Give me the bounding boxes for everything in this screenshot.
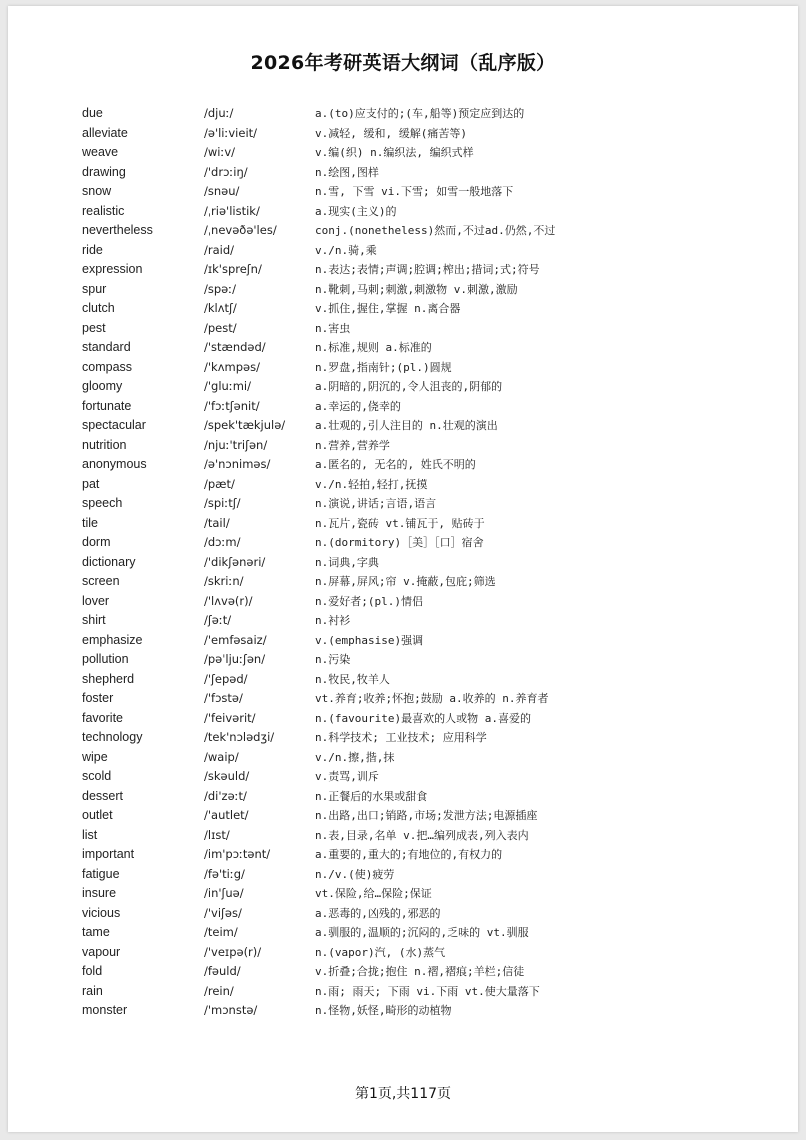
vocabulary-definition: n.靴刺,马刺;刺激,刺激物 v.刺激,激励 (315, 282, 518, 296)
vocabulary-definition: n.科学技术; 工业技术; 应用科学 (315, 731, 487, 744)
vocabulary-phonetic: /'fɔstə/ (204, 691, 243, 705)
vocabulary-word: dictionary (82, 554, 136, 569)
vocabulary-definition: v.(emphasise)强调 (315, 633, 424, 647)
vocabulary-phonetic: /ə'nɔniməs/ (204, 457, 271, 471)
vocabulary-word: speech (82, 496, 123, 510)
vocabulary-word: vicious (82, 905, 121, 920)
vocabulary-word: compass (82, 359, 133, 374)
vocabulary-phonetic: /fəuld/ (204, 964, 241, 978)
vocabulary-word: standard (82, 340, 131, 354)
vocabulary-row (82, 202, 782, 222)
vocabulary-definition: n.绘图,图样 (315, 165, 379, 179)
vocabulary-row (82, 904, 782, 924)
vocabulary-row (82, 572, 782, 592)
vocabulary-row (82, 299, 782, 319)
vocabulary-definition: n.雪, 下雪 vi.下雪; 如雪一般地落下 (315, 185, 514, 198)
vocabulary-row (82, 553, 782, 573)
vocabulary-word: weave (82, 145, 119, 159)
vocabulary-word: technology (82, 730, 143, 744)
vocabulary-word: wipe (82, 749, 108, 764)
vocabulary-row (82, 260, 782, 280)
vocabulary-phonetic: /ɪk'spreʃn/ (204, 262, 262, 276)
vocabulary-phonetic: /teim/ (204, 925, 238, 939)
vocabulary-word: screen (82, 574, 120, 588)
vocabulary-phonetic: /spəː/ (204, 281, 236, 296)
vocabulary-phonetic: /spek'tækjulə/ (204, 418, 286, 432)
vocabulary-definition: a.现实(主义)的 (315, 204, 397, 218)
vocabulary-definition: a.(to)应支付的;(车,船等)预定应到达的 (315, 107, 525, 120)
vocabulary-phonetic: /'fɔːtʃənit/ (204, 398, 260, 413)
vocabulary-definition: n.罗盘,指南针;(pl.)圆规 (315, 360, 452, 374)
vocabulary-word: tile (82, 515, 98, 530)
vocabulary-definition: v./n.擦,揩,抹 (315, 750, 395, 764)
vocabulary-definition: v.折叠;合拢;抱住 n.褶,褶痕;羊栏;信徒 (315, 965, 525, 978)
vocabulary-definition: n.雨; 雨天; 下雨 vi.下雨 vt.使大量落下 (315, 984, 540, 998)
vocabulary-phonetic: /im'pɔːtənt/ (204, 847, 271, 861)
vocabulary-definition: a.恶毒的,凶残的,邪恶的 (315, 906, 441, 920)
vocabulary-definition: n.(favourite)最喜欢的人或物 a.喜爱的 (315, 711, 531, 725)
vocabulary-row (82, 280, 782, 300)
vocabulary-definition: n.演说,讲话;言语,语言 (315, 497, 437, 510)
vocabulary-word: gloomy (82, 379, 123, 393)
vocabulary-word: scold (82, 769, 112, 783)
vocabulary-word: dorm (82, 535, 111, 549)
vocabulary-word: emphasize (82, 632, 143, 647)
vocabulary-word: pollution (82, 652, 129, 666)
vocabulary-phonetic: /klʌtʃ/ (204, 301, 237, 315)
vocabulary-phonetic: /skəuld/ (204, 769, 250, 783)
vocabulary-definition: a.匿名的, 无名的, 姓氏不明的 (315, 458, 476, 471)
vocabulary-row (82, 436, 782, 456)
vocabulary-phonetic: /ə'liːvieit/ (204, 125, 258, 140)
vocabulary-phonetic: /di'zəːt/ (204, 788, 247, 803)
vocabulary-word: spur (82, 281, 107, 296)
vocabulary-row (82, 650, 782, 670)
vocabulary-row (82, 533, 782, 553)
vocabulary-definition: n.词典,字典 (315, 555, 379, 569)
vocabulary-word: spectacular (82, 418, 146, 432)
vocabulary-row (82, 826, 782, 846)
vocabulary-word: expression (82, 262, 143, 276)
vocabulary-word: due (82, 106, 103, 120)
vocabulary-word: rain (82, 983, 103, 998)
vocabulary-phonetic: /'ʃepəd/ (204, 671, 248, 686)
vocabulary-row (82, 358, 782, 378)
vocabulary-row (82, 748, 782, 768)
vocabulary-definition: n.表,目录,名单 v.把…编列成表,列入表内 (315, 828, 529, 842)
vocabulary-definition: n.爱好者;(pl.)情侣 (315, 594, 423, 608)
vocabulary-definition: vt.保险,给…保险;保证 (315, 887, 432, 900)
vocabulary-word: insure (82, 886, 117, 900)
vocabulary-phonetic: /'gluːmi/ (204, 379, 251, 393)
vocabulary-phonetic: /ˌriə'listik/ (204, 203, 260, 218)
vocabulary-row (82, 163, 782, 183)
vocabulary-phonetic: /tail/ (204, 515, 230, 530)
vocabulary-word: snow (82, 184, 112, 198)
vocabulary-row (82, 455, 782, 475)
vocabulary-definition: v./n.骑,乘 (315, 243, 377, 257)
vocabulary-definition: n.污染 (315, 653, 351, 666)
vocabulary-row (82, 689, 782, 709)
vocabulary-row (82, 767, 782, 787)
vocabulary-definition: n.害虫 (315, 321, 351, 335)
vocabulary-word: nutrition (82, 437, 127, 452)
vocabulary-row (82, 806, 782, 826)
vocabulary-phonetic: /dɔːm/ (204, 535, 241, 549)
vocabulary-word: dessert (82, 788, 123, 803)
vocabulary-word: pest (82, 320, 106, 335)
vocabulary-definition: a.壮观的,引人注目的 n.壮观的演出 (315, 419, 498, 432)
vocabulary-row (82, 338, 782, 358)
vocabulary-definition: n.标准,规则 a.标准的 (315, 341, 432, 354)
vocabulary-row (82, 709, 782, 729)
vocabulary-word: fold (82, 964, 103, 978)
vocabulary-definition: v.责骂,训斥 (315, 770, 379, 783)
vocabulary-word: alleviate (82, 125, 128, 140)
vocabulary-row (82, 377, 782, 397)
page-number: 第1页,共117页 (354, 1086, 452, 1102)
vocabulary-definition: n.衬衫 (315, 614, 351, 627)
vocabulary-row (82, 923, 782, 943)
page-title: 2026年考研英语大纲词（乱序版） (250, 52, 556, 74)
vocabulary-phonetic: /waip/ (204, 749, 239, 764)
vocabulary-word: shirt (82, 613, 106, 627)
vocabulary-definition: n.(dormitory)［美］［口］宿舍 (315, 536, 484, 549)
vocabulary-word: vapour (82, 944, 121, 959)
vocabulary-phonetic: /snəu/ (204, 184, 240, 198)
vocabulary-phonetic: /ʃəːt/ (204, 613, 232, 627)
vocabulary-definition: n.屏幕,屏风;帘 v.掩蔽,包庇;筛选 (315, 575, 496, 588)
vocabulary-definition: n.营养,营养学 (315, 438, 390, 452)
vocabulary-phonetic: /'stændəd/ (204, 340, 266, 354)
vocabulary-phonetic: /pæt/ (204, 476, 235, 491)
vocabulary-phonetic: /'feivərit/ (204, 710, 256, 725)
vocabulary-phonetic: /skriːn/ (204, 574, 244, 588)
document-page (8, 6, 798, 1132)
vocabulary-row (82, 1001, 782, 1021)
vocabulary-row (82, 182, 782, 202)
vocabulary-definition: n./v.(使)疲劳 (315, 867, 395, 881)
vocabulary-phonetic: /wiːv/ (204, 145, 236, 159)
vocabulary-definition: a.驯服的,温顺的;沉闷的,乏味的 vt.驯服 (315, 926, 529, 939)
vocabulary-phonetic: /raid/ (204, 242, 235, 257)
vocabulary-phonetic: /njuː'triʃən/ (204, 437, 268, 452)
vocabulary-row (82, 494, 782, 514)
vocabulary-row (82, 631, 782, 651)
vocabulary-row (82, 124, 782, 144)
vocabulary-row (82, 787, 782, 807)
vocabulary-row (82, 475, 782, 495)
vocabulary-definition: n.(vapor)汽, (水)蒸气 (315, 945, 446, 959)
vocabulary-definition: v.减轻, 缓和, 缓解(痛苦等) (315, 126, 467, 140)
vocabulary-word: monster (82, 1003, 128, 1017)
vocabulary-word: important (82, 847, 135, 861)
vocabulary-word: list (82, 827, 98, 842)
vocabulary-row (82, 319, 782, 339)
vocabulary-row (82, 865, 782, 885)
vocabulary-definition: n.牧民,牧羊人 (315, 672, 390, 686)
vocabulary-row (82, 884, 782, 904)
vocabulary-definition: conj.(nonetheless)然而,不过ad.仍然,不过 (315, 224, 556, 237)
vocabulary-word: pat (82, 476, 100, 491)
vocabulary-phonetic: /'emfəsaiz/ (204, 632, 267, 647)
vocabulary-definition: a.幸运的,侥幸的 (315, 399, 401, 413)
vocabulary-word: tame (82, 925, 110, 939)
vocabulary-word: fatigue (82, 866, 120, 881)
vocabulary-definition: v.编(织) n.编织法, 编织式样 (315, 146, 474, 159)
vocabulary-phonetic: /'dikʃənəri/ (204, 554, 266, 569)
vocabulary-word: fortunate (82, 398, 132, 413)
vocabulary-phonetic: /'drɔːiŋ/ (204, 164, 248, 179)
vocabulary-phonetic: /'mɔnstə/ (204, 1003, 258, 1017)
vocabulary-phonetic: /rein/ (204, 983, 234, 998)
vocabulary-phonetic: /ˌnevəðə'les/ (204, 223, 277, 237)
vocabulary-row (82, 962, 782, 982)
vocabulary-word: drawing (82, 164, 126, 179)
vocabulary-word: outlet (82, 808, 113, 822)
vocabulary-phonetic: /pəˈljuːʃən/ (204, 652, 266, 666)
vocabulary-definition: n.怪物,妖怪,畸形的动植物 (315, 1004, 452, 1017)
vocabulary-phonetic: /'kʌmpəs/ (204, 359, 260, 374)
vocabulary-row (82, 982, 782, 1002)
vocabulary-definition: n.出路,出口;销路,市场;发泄方法;电源插座 (315, 809, 538, 822)
vocabulary-row (82, 943, 782, 963)
vocabulary-phonetic: /pest/ (204, 320, 237, 335)
vocabulary-word: favorite (82, 710, 123, 725)
vocabulary-row (82, 728, 782, 748)
vocabulary-row (82, 241, 782, 261)
vocabulary-row (82, 845, 782, 865)
vocabulary-definition: vt.养育;收养;怀抱;鼓励 a.收养的 n.养育者 (315, 692, 549, 705)
vocabulary-definition: a.重要的,重大的;有地位的,有权力的 (315, 848, 503, 861)
vocabulary-phonetic: /in'ʃuə/ (204, 886, 244, 900)
vocabulary-row (82, 514, 782, 534)
vocabulary-row (82, 611, 782, 631)
vocabulary-word: anonymous (82, 457, 147, 471)
vocabulary-phonetic: /'viʃəs/ (204, 905, 242, 920)
vocabulary-row (82, 143, 782, 163)
vocabulary-phonetic: /tek'nɔlədʒi/ (204, 730, 275, 744)
vocabulary-phonetic: /'veɪpə(r)/ (204, 944, 262, 959)
vocabulary-phonetic: /lɪst/ (204, 827, 230, 842)
vocabulary-word: foster (82, 691, 114, 705)
vocabulary-row (82, 397, 782, 417)
vocabulary-definition: a.阴暗的,阴沉的,令人沮丧的,阴郁的 (315, 380, 503, 393)
vocabulary-list (82, 104, 782, 1021)
vocabulary-row (82, 670, 782, 690)
vocabulary-phonetic: /djuː/ (204, 106, 234, 120)
vocabulary-word: shepherd (82, 671, 135, 686)
vocabulary-row (82, 416, 782, 436)
vocabulary-definition: n.瓦片,瓷砖 vt.铺瓦于, 贴砖于 (315, 516, 485, 530)
vocabulary-definition: v.抓住,握住,掌握 n.离合器 (315, 302, 461, 315)
vocabulary-word: realistic (82, 203, 125, 218)
vocabulary-definition: v./n.轻拍,轻打,抚摸 (315, 477, 428, 491)
vocabulary-word: clutch (82, 301, 115, 315)
vocabulary-word: nevertheless (82, 223, 153, 237)
vocabulary-phonetic: /spiːtʃ/ (204, 496, 241, 510)
vocabulary-phonetic: /'lʌvə(r)/ (204, 593, 253, 608)
vocabulary-phonetic: /'autlet/ (204, 808, 249, 822)
vocabulary-word: lover (82, 593, 110, 608)
vocabulary-definition: n.表达;表情;声调;腔调;榨出;措词;式;符号 (315, 263, 540, 276)
vocabulary-row (82, 592, 782, 612)
vocabulary-word: ride (82, 242, 103, 257)
vocabulary-row (82, 104, 782, 124)
vocabulary-definition: n.正餐后的水果或甜食 (315, 789, 428, 803)
vocabulary-row (82, 221, 782, 241)
vocabulary-phonetic: /fə'tiːg/ (204, 866, 245, 881)
